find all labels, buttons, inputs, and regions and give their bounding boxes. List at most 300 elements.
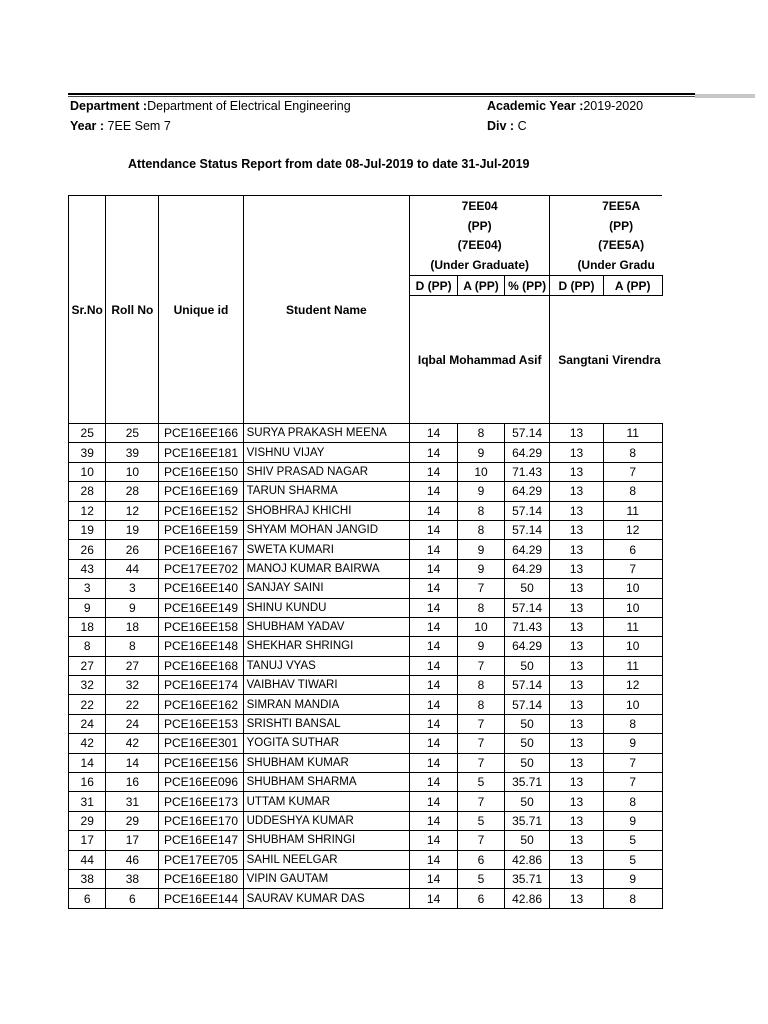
- cell-pct-pp-7ee04: 35.71: [505, 869, 550, 888]
- top-rule: [68, 93, 695, 95]
- overflow-cell: [662, 540, 695, 559]
- cell-d-pp-7ee04: 14: [410, 559, 458, 578]
- cell-student-name: SIMRAN MANDIA: [243, 695, 410, 714]
- div-line: [487, 119, 527, 133]
- cell-d-pp-7ee5a: 13: [550, 559, 604, 578]
- overflow-cell: [662, 501, 695, 520]
- div-value: C: [517, 119, 527, 133]
- cell-d-pp-7ee04: 14: [410, 773, 458, 792]
- cell-unique-id: PCE16EE153: [159, 714, 243, 733]
- cell-a-pp-7ee5a: 8: [603, 792, 662, 811]
- teacher-name-7ee04: Iqbal Mohammad Asif: [410, 296, 550, 424]
- cell-d-pp-7ee5a: 13: [550, 462, 604, 481]
- cell-unique-id: PCE16EE169: [159, 482, 243, 501]
- cell-d-pp-7ee5a: 13: [550, 753, 604, 772]
- cell-student-name: SHUBHAM SHARMA: [243, 773, 410, 792]
- overflow-cell: [662, 695, 695, 714]
- cell-a-pp-7ee04: 8: [458, 676, 505, 695]
- cell-pct-pp-7ee04: 50: [505, 656, 550, 675]
- cell-pct-pp-7ee04: 50: [505, 792, 550, 811]
- cell-student-name: SHOBHRAJ KHICHI: [243, 501, 410, 520]
- cell-a-pp-7ee5a: 10: [603, 637, 662, 656]
- cell-pct-pp-7ee04: 50: [505, 714, 550, 733]
- cell-a-pp-7ee04: 7: [458, 792, 505, 811]
- cell-roll-no: 18: [106, 617, 159, 636]
- cell-a-pp-7ee5a: 8: [603, 714, 662, 733]
- cell-unique-id: PCE17EE702: [159, 559, 243, 578]
- cell-student-name: UTTAM KUMAR: [243, 792, 410, 811]
- cell-sr-no: 16: [69, 773, 106, 792]
- cell-pct-pp-7ee04: 35.71: [505, 811, 550, 830]
- cell-pct-pp-7ee04: 50: [505, 831, 550, 850]
- cell-a-pp-7ee04: 7: [458, 753, 505, 772]
- cell-a-pp-7ee04: 9: [458, 540, 505, 559]
- overflow-cell: [662, 462, 695, 481]
- cell-student-name: YOGITA SUTHAR: [243, 734, 410, 753]
- cell-a-pp-7ee5a: 10: [603, 579, 662, 598]
- overflow-cell: [662, 482, 695, 501]
- cell-student-name: UDDESHYA KUMAR: [243, 811, 410, 830]
- overflow-cell: [662, 637, 695, 656]
- cell-d-pp-7ee5a: 13: [550, 598, 604, 617]
- cell-unique-id: PCE16EE150: [159, 462, 243, 481]
- cell-sr-no: 31: [69, 792, 106, 811]
- cell-unique-id: PCE16EE166: [159, 424, 243, 443]
- cell-sr-no: 8: [69, 637, 106, 656]
- cell-a-pp-7ee5a: 8: [603, 482, 662, 501]
- cell-d-pp-7ee5a: 13: [550, 501, 604, 520]
- col-header-d-pp: D (PP): [550, 276, 604, 296]
- cell-roll-no: 16: [106, 773, 159, 792]
- overflow-cell: [662, 889, 695, 908]
- cell-student-name: SHUBHAM SHRINGI: [243, 831, 410, 850]
- overflow-cell: [662, 559, 695, 578]
- attendance-rows: [69, 424, 696, 909]
- table-row: [69, 753, 696, 772]
- cell-a-pp-7ee04: 5: [458, 869, 505, 888]
- cell-roll-no: 31: [106, 792, 159, 811]
- table-row: [69, 501, 696, 520]
- cell-a-pp-7ee04: 5: [458, 773, 505, 792]
- cell-student-name: SHYAM MOHAN JANGID: [243, 520, 410, 539]
- attendance-table-viewport: [68, 195, 696, 913]
- cell-a-pp-7ee04: 9: [458, 559, 505, 578]
- year-value: 7EE Sem 7: [107, 119, 171, 133]
- cell-d-pp-7ee04: 14: [410, 579, 458, 598]
- table-row: [69, 773, 696, 792]
- table-row: [69, 637, 696, 656]
- cell-a-pp-7ee5a: 10: [603, 695, 662, 714]
- cell-a-pp-7ee5a: 11: [603, 617, 662, 636]
- cell-a-pp-7ee5a: 7: [603, 773, 662, 792]
- table-row: [69, 850, 696, 869]
- overflow-cell: [662, 792, 695, 811]
- cell-a-pp-7ee04: 7: [458, 734, 505, 753]
- page-edge-rule: [695, 94, 755, 98]
- overflow-cell: [662, 656, 695, 675]
- cell-unique-id: PCE16EE152: [159, 501, 243, 520]
- cell-unique-id: PCE16EE180: [159, 869, 243, 888]
- academic-year-value: 2019-2020: [583, 99, 644, 113]
- cell-d-pp-7ee5a: 13: [550, 617, 604, 636]
- cell-d-pp-7ee04: 14: [410, 695, 458, 714]
- cell-roll-no: 12: [106, 501, 159, 520]
- subject-type: (PP): [609, 218, 634, 233]
- col-header-student-name: Student Name: [243, 196, 410, 424]
- cell-roll-no: 14: [106, 753, 159, 772]
- cell-a-pp-7ee04: 10: [458, 462, 505, 481]
- cell-d-pp-7ee04: 14: [410, 714, 458, 733]
- cell-a-pp-7ee04: 8: [458, 520, 505, 539]
- cell-a-pp-7ee04: 6: [458, 850, 505, 869]
- cell-student-name: VAIBHAV TIWARI: [243, 676, 410, 695]
- cell-student-name: SHINU KUNDU: [243, 598, 410, 617]
- cell-d-pp-7ee5a: 13: [550, 676, 604, 695]
- cell-a-pp-7ee04: 7: [458, 831, 505, 850]
- subject-code: 7EE5A: [602, 199, 641, 213]
- table-row: [69, 617, 696, 636]
- cell-roll-no: 9: [106, 598, 159, 617]
- table-row: [69, 792, 696, 811]
- overflow-cell: [662, 831, 695, 850]
- overflow-cell: [662, 276, 695, 296]
- cell-a-pp-7ee5a: 12: [603, 520, 662, 539]
- overflow-cell: [662, 734, 695, 753]
- academic-year-label: Academic Year :: [487, 99, 584, 113]
- cell-unique-id: PCE16EE096: [159, 773, 243, 792]
- top-rule-secondary: [68, 96, 695, 97]
- cell-pct-pp-7ee04: 57.14: [505, 598, 550, 617]
- col-header-roll-no: Roll No: [106, 196, 159, 424]
- table-row: [69, 579, 696, 598]
- cell-a-pp-7ee04: 10: [458, 617, 505, 636]
- cell-d-pp-7ee5a: 13: [550, 811, 604, 830]
- cell-d-pp-7ee5a: 13: [550, 424, 604, 443]
- table-row: [69, 676, 696, 695]
- cell-d-pp-7ee04: 14: [410, 850, 458, 869]
- cell-unique-id: PCE16EE149: [159, 598, 243, 617]
- cell-pct-pp-7ee04: 64.29: [505, 482, 550, 501]
- cell-roll-no: 39: [106, 443, 159, 462]
- cell-roll-no: 22: [106, 695, 159, 714]
- cell-a-pp-7ee5a: 11: [603, 656, 662, 675]
- cell-d-pp-7ee04: 14: [410, 598, 458, 617]
- cell-unique-id: PCE16EE174: [159, 676, 243, 695]
- cell-d-pp-7ee04: 14: [410, 656, 458, 675]
- col-header-a-pp: A (PP): [458, 276, 505, 296]
- year-label: Year :: [70, 119, 105, 133]
- cell-a-pp-7ee5a: 7: [603, 753, 662, 772]
- cell-pct-pp-7ee04: 42.86: [505, 889, 550, 908]
- cell-sr-no: 22: [69, 695, 106, 714]
- cell-d-pp-7ee04: 14: [410, 462, 458, 481]
- cell-a-pp-7ee04: 7: [458, 656, 505, 675]
- cell-pct-pp-7ee04: 64.29: [505, 443, 550, 462]
- cell-a-pp-7ee04: 8: [458, 501, 505, 520]
- cell-d-pp-7ee5a: 13: [550, 482, 604, 501]
- cell-sr-no: 28: [69, 482, 106, 501]
- cell-unique-id: PCE16EE158: [159, 617, 243, 636]
- cell-d-pp-7ee04: 14: [410, 676, 458, 695]
- cell-d-pp-7ee04: 14: [410, 869, 458, 888]
- cell-student-name: SHEKHAR SHRINGI: [243, 637, 410, 656]
- academic-year-line: [487, 99, 643, 113]
- cell-sr-no: 10: [69, 462, 106, 481]
- subject-type: (PP): [467, 218, 492, 233]
- cell-a-pp-7ee04: 8: [458, 598, 505, 617]
- cell-d-pp-7ee5a: 13: [550, 792, 604, 811]
- table-row: [69, 424, 696, 443]
- table-row: [69, 734, 696, 753]
- cell-d-pp-7ee04: 14: [410, 792, 458, 811]
- cell-student-name: SURYA PRAKASH MEENA: [243, 424, 410, 443]
- cell-sr-no: 19: [69, 520, 106, 539]
- department-label: Department :: [70, 99, 148, 113]
- cell-sr-no: 17: [69, 831, 106, 850]
- cell-student-name: TARUN SHARMA: [243, 482, 410, 501]
- cell-unique-id: PCE16EE144: [159, 889, 243, 908]
- table-row: [69, 695, 696, 714]
- cell-d-pp-7ee5a: 13: [550, 443, 604, 462]
- cell-pct-pp-7ee04: 64.29: [505, 559, 550, 578]
- cell-d-pp-7ee04: 14: [410, 831, 458, 850]
- cell-pct-pp-7ee04: 71.43: [505, 617, 550, 636]
- cell-roll-no: 29: [106, 811, 159, 830]
- cell-unique-id: PCE16EE147: [159, 831, 243, 850]
- col-header-unique-id: Unique id: [159, 196, 243, 424]
- cell-student-name: SHUBHAM KUMAR: [243, 753, 410, 772]
- cell-d-pp-7ee5a: 13: [550, 889, 604, 908]
- table-row: [69, 462, 696, 481]
- cell-student-name: SHIV PRASAD NAGAR: [243, 462, 410, 481]
- cell-roll-no: 24: [106, 714, 159, 733]
- table-row: [69, 482, 696, 501]
- cell-student-name: SHUBHAM YADAV: [243, 617, 410, 636]
- table-row: [69, 656, 696, 675]
- cell-pct-pp-7ee04: 71.43: [505, 462, 550, 481]
- cell-student-name: SANJAY SAINI: [243, 579, 410, 598]
- cell-pct-pp-7ee04: 57.14: [505, 520, 550, 539]
- cell-sr-no: 24: [69, 714, 106, 733]
- cell-d-pp-7ee5a: 13: [550, 540, 604, 559]
- cell-unique-id: PCE16EE167: [159, 540, 243, 559]
- cell-a-pp-7ee5a: 10: [603, 598, 662, 617]
- cell-unique-id: PCE16EE173: [159, 792, 243, 811]
- subject-code: 7EE04: [461, 199, 498, 213]
- cell-student-name: MANOJ KUMAR BAIRWA: [243, 559, 410, 578]
- cell-a-pp-7ee04: 9: [458, 482, 505, 501]
- cell-pct-pp-7ee04: 64.29: [505, 540, 550, 559]
- table-row: [69, 520, 696, 539]
- cell-roll-no: 6: [106, 889, 159, 908]
- overflow-cell: [662, 811, 695, 830]
- cell-pct-pp-7ee04: 57.14: [505, 501, 550, 520]
- cell-pct-pp-7ee04: 57.14: [505, 424, 550, 443]
- cell-unique-id: PCE16EE140: [159, 579, 243, 598]
- cell-roll-no: 27: [106, 656, 159, 675]
- cell-a-pp-7ee5a: 8: [603, 889, 662, 908]
- overflow-cell: [662, 579, 695, 598]
- cell-a-pp-7ee04: 9: [458, 443, 505, 462]
- cell-a-pp-7ee04: 8: [458, 695, 505, 714]
- cell-a-pp-7ee04: 9: [458, 637, 505, 656]
- cell-d-pp-7ee04: 14: [410, 482, 458, 501]
- cell-a-pp-7ee5a: 9: [603, 734, 662, 753]
- table-row: [69, 443, 696, 462]
- cell-student-name: SAHIL NEELGAR: [243, 850, 410, 869]
- cell-a-pp-7ee5a: 12: [603, 676, 662, 695]
- cell-sr-no: 27: [69, 656, 106, 675]
- overflow-cell: [662, 520, 695, 539]
- department-line: [70, 99, 351, 113]
- overflow-cell: [662, 773, 695, 792]
- cell-a-pp-7ee04: 7: [458, 579, 505, 598]
- cell-roll-no: 28: [106, 482, 159, 501]
- cell-sr-no: 9: [69, 598, 106, 617]
- cell-d-pp-7ee5a: 13: [550, 831, 604, 850]
- cell-student-name: TANUJ VYAS: [243, 656, 410, 675]
- table-row: [69, 559, 696, 578]
- cell-d-pp-7ee04: 14: [410, 540, 458, 559]
- cell-sr-no: 3: [69, 579, 106, 598]
- cell-sr-no: 39: [69, 443, 106, 462]
- overflow-cell: [662, 753, 695, 772]
- div-label: Div :: [487, 119, 515, 133]
- cell-pct-pp-7ee04: 57.14: [505, 695, 550, 714]
- cell-unique-id: PCE16EE159: [159, 520, 243, 539]
- cell-sr-no: 14: [69, 753, 106, 772]
- cell-roll-no: 38: [106, 869, 159, 888]
- cell-d-pp-7ee04: 14: [410, 753, 458, 772]
- cell-a-pp-7ee04: 5: [458, 811, 505, 830]
- table-row: [69, 869, 696, 888]
- cell-d-pp-7ee04: 14: [410, 811, 458, 830]
- cell-d-pp-7ee04: 14: [410, 734, 458, 753]
- overflow-cell: [662, 598, 695, 617]
- cell-student-name: SWETA KUMARI: [243, 540, 410, 559]
- cell-d-pp-7ee5a: 13: [550, 695, 604, 714]
- teacher-name-7ee5a: Sangtani Virendra: [550, 296, 662, 424]
- cell-sr-no: 38: [69, 869, 106, 888]
- cell-d-pp-7ee04: 14: [410, 443, 458, 462]
- cell-unique-id: PCE16EE156: [159, 753, 243, 772]
- cell-roll-no: 46: [106, 850, 159, 869]
- cell-roll-no: 25: [106, 424, 159, 443]
- cell-sr-no: 32: [69, 676, 106, 695]
- cell-sr-no: 18: [69, 617, 106, 636]
- cell-unique-id: PCE16EE168: [159, 656, 243, 675]
- col-header-a-pp: A (PP): [603, 276, 662, 296]
- table-row: [69, 714, 696, 733]
- cell-sr-no: 26: [69, 540, 106, 559]
- cell-d-pp-7ee5a: 13: [550, 579, 604, 598]
- table-row: [69, 831, 696, 850]
- overflow-cell: [662, 850, 695, 869]
- cell-pct-pp-7ee04: 64.29: [505, 637, 550, 656]
- cell-a-pp-7ee04: 6: [458, 889, 505, 908]
- cell-a-pp-7ee5a: 11: [603, 424, 662, 443]
- cell-student-name: VISHNU VIJAY: [243, 443, 410, 462]
- cell-a-pp-7ee5a: 11: [603, 501, 662, 520]
- cell-pct-pp-7ee04: 50: [505, 753, 550, 772]
- cell-roll-no: 8: [106, 637, 159, 656]
- subject-level: (Under Graduate): [430, 257, 530, 272]
- cell-d-pp-7ee04: 14: [410, 501, 458, 520]
- cell-d-pp-7ee5a: 13: [550, 714, 604, 733]
- cell-pct-pp-7ee04: 50: [505, 734, 550, 753]
- subject-code-paren: (7EE5A): [598, 238, 645, 252]
- cell-sr-no: 25: [69, 424, 106, 443]
- overflow-cell: [662, 676, 695, 695]
- cell-roll-no: 32: [106, 676, 159, 695]
- cell-d-pp-7ee04: 14: [410, 520, 458, 539]
- subject-code-paren: (7EE04): [457, 238, 502, 252]
- overflow-cell: [662, 424, 695, 443]
- cell-roll-no: 3: [106, 579, 159, 598]
- cell-a-pp-7ee5a: 9: [603, 869, 662, 888]
- cell-pct-pp-7ee04: 35.71: [505, 773, 550, 792]
- cell-a-pp-7ee5a: 7: [603, 462, 662, 481]
- subject-header-7ee04: [410, 196, 550, 276]
- table-row: [69, 598, 696, 617]
- overflow-cell: [662, 296, 695, 424]
- cell-roll-no: 19: [106, 520, 159, 539]
- cell-d-pp-7ee5a: 13: [550, 850, 604, 869]
- cell-unique-id: PCE16EE181: [159, 443, 243, 462]
- cell-d-pp-7ee04: 14: [410, 617, 458, 636]
- cell-a-pp-7ee5a: 8: [603, 443, 662, 462]
- cell-sr-no: 12: [69, 501, 106, 520]
- cell-d-pp-7ee5a: 13: [550, 734, 604, 753]
- cell-a-pp-7ee5a: 7: [603, 559, 662, 578]
- cell-roll-no: 42: [106, 734, 159, 753]
- cell-d-pp-7ee5a: 13: [550, 656, 604, 675]
- cell-student-name: SAURAV KUMAR DAS: [243, 889, 410, 908]
- overflow-cell: [662, 196, 695, 276]
- cell-sr-no: 6: [69, 889, 106, 908]
- year-line: [70, 119, 171, 133]
- cell-a-pp-7ee5a: 5: [603, 831, 662, 850]
- cell-sr-no: 44: [69, 850, 106, 869]
- overflow-cell: [662, 443, 695, 462]
- table-row: [69, 889, 696, 908]
- cell-student-name: SRISHTI BANSAL: [243, 714, 410, 733]
- cell-d-pp-7ee5a: 13: [550, 520, 604, 539]
- cell-a-pp-7ee04: 8: [458, 424, 505, 443]
- cell-a-pp-7ee5a: 9: [603, 811, 662, 830]
- col-header-d-pp: D (PP): [410, 276, 458, 296]
- cell-unique-id: PCE17EE705: [159, 850, 243, 869]
- cell-unique-id: PCE16EE170: [159, 811, 243, 830]
- table-row: [69, 540, 696, 559]
- cell-d-pp-7ee5a: 13: [550, 869, 604, 888]
- subject-level: (Under Gradu: [577, 257, 655, 272]
- overflow-cell: [662, 714, 695, 733]
- cell-sr-no: 42: [69, 734, 106, 753]
- cell-student-name: VIPIN GAUTAM: [243, 869, 410, 888]
- cell-d-pp-7ee04: 14: [410, 637, 458, 656]
- cell-pct-pp-7ee04: 50: [505, 579, 550, 598]
- cell-unique-id: PCE16EE148: [159, 637, 243, 656]
- cell-d-pp-7ee5a: 13: [550, 637, 604, 656]
- overflow-cell: [662, 869, 695, 888]
- subject-header-7ee5a: [550, 196, 662, 276]
- cell-d-pp-7ee5a: 13: [550, 773, 604, 792]
- cell-roll-no: 44: [106, 559, 159, 578]
- col-header-sr-no: Sr.No: [69, 196, 106, 424]
- overflow-cell: [662, 617, 695, 636]
- department-value: Department of Electrical Engineering: [147, 99, 351, 113]
